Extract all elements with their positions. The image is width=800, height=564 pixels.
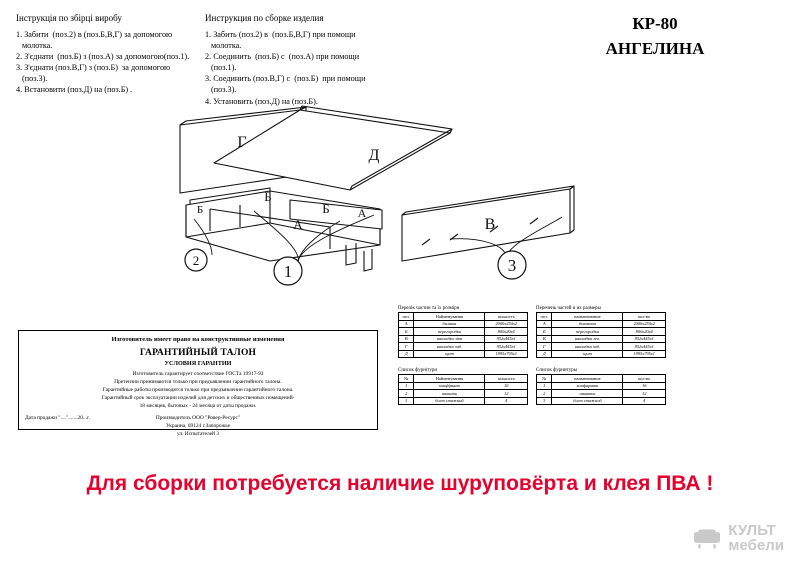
cell-no: 1 [537,382,552,390]
col-header: кол-во [623,375,666,383]
hardware-table-ru [536,368,666,405]
instructions-ru-step: 1. Забить (поз.2) в (поз.Б,В,Г) при помощи молотка. [205,30,358,51]
instructions-ru-step: 4. Установить (поз.Д) на (поз.Б). [205,96,318,106]
table-row [399,335,528,343]
cell-qty: 4 [623,397,666,405]
table-row [537,320,666,328]
warranty-maker-address: Украина, 69124 г.Запорожье [165,423,231,430]
table-row [399,350,528,358]
table-header-row [537,375,666,383]
cell-name: болт стяжний [414,397,485,405]
cell-name: конфірмат [414,382,485,390]
warranty-line: 18 месяцев, бытовых - 24 месяца от даты продажи. [139,402,257,409]
cell-name: перегородки [414,328,485,336]
cell-no: 3 [537,397,552,405]
col-header: наименование [552,375,623,383]
part-label-a1: А [293,217,303,232]
table-row [399,397,528,405]
part-label-b1: Б [264,189,272,204]
col-header: кількість [485,375,528,383]
part-label-v: В [484,216,496,233]
instructions-ru-heading: Инструкция по сборке изделия [205,13,324,23]
armchair-icon [692,523,722,553]
cell-qty: 2000х250х2 [485,320,528,328]
table-row [399,328,528,336]
cell-name: билінка [414,320,485,328]
cell-name: конфирмат [552,382,623,390]
model-code: КР-80 [632,14,678,33]
warranty-line: Изготовитель гарантирует соответствие ГОСТа 19917-93 [132,371,264,378]
warranty-note: Изготовитель имеет право на конструктивные изменения [111,336,285,343]
cell-name: боковина [552,320,623,328]
cell-pos: Г [537,343,552,351]
warranty-title: ГАРАНТИЙНЫЙ ТАЛОН [139,347,257,358]
instructions-ua-step: 2. З'єднати (поз.Б) з (поз.А) за допомогою(поз.1). [16,52,190,62]
table-row [399,382,528,390]
callout-1: 1 [283,262,293,281]
part-label-g: Г [237,134,247,151]
part-label-d: Д [368,147,380,164]
cell-pos: Г [399,343,414,351]
cell-pos: А [537,320,552,328]
warranty-sale-date: Дата продажи "....".......20...г. [25,415,90,422]
cell-qty: 800х20х4 [485,328,528,336]
col-header: наименование [552,313,623,321]
cell-pos: В [399,335,414,343]
cell-name: накладка ліва [414,335,485,343]
cell-pos: А [399,320,414,328]
warranty-maker-street: ул. Испытателей 3 [176,431,220,438]
instructions-ua [16,12,191,96]
col-header: Найменування [414,375,485,383]
instructions-ru-step: 3. Соединить (поз.В,Г) с (поз.Б) при помощи (поз.3). [205,74,368,95]
instructions-ua-step: 3. З'єднати (поз.В,Г) з (поз.Б) за допомогою (поз.3). [16,63,173,84]
cell-qty: 16 [623,382,666,390]
table-row [399,320,528,328]
brand-logo-text [728,523,784,555]
cell-name: щит [552,350,623,358]
cell-qty: 952х445х1 [485,335,528,343]
table-row [537,390,666,398]
cell-qty: 12 [623,390,666,398]
cell-no: 2 [537,390,552,398]
cell-qty: 2000х250х2 [623,320,666,328]
instructions-ua-heading: Інструкція по збірці виробу [16,13,122,23]
col-header: поз. [537,313,552,321]
warranty-line: Гарантийные работы производятся только при предъявлении гарантийного талона. [102,386,294,393]
warranty-line: Гарантийный срок эксплуатации изделий для детских и общественных помещений- [101,394,295,401]
col-header: № [537,375,552,383]
model-name: АНГЕЛИНА [605,38,705,58]
cell-name: накладка зад. [552,343,623,351]
warranty-maker: Производитель ООО "Ровер-Ресурс" [155,415,241,422]
table-row [537,335,666,343]
warranty-card [18,330,378,438]
parts-table-ru [536,306,666,358]
brand-logo-line2: мебели [728,537,784,555]
table-row [399,390,528,398]
cell-name: перегородки [552,328,623,336]
cell-name: шканты [552,390,623,398]
cell-no: 2 [399,390,414,398]
col-header: № [399,375,414,383]
cell-qty: 1995х795х1 [485,350,528,358]
cell-no: 1 [399,382,414,390]
table-row [537,397,666,405]
assembly-notice: Для сборки потребуется наличие шуруповёрта и клея ПВА ! [86,472,714,495]
cell-name: шканти [414,390,485,398]
cell-qty: 952х445х1 [623,343,666,351]
cell-pos: В [537,335,552,343]
brand-logo-line1: КУЛЬТ [728,521,776,539]
instructions-ua-step: 4. Встановити (поз.Д) на (поз.Б) . [16,85,133,95]
table-header-row [399,313,528,321]
cell-qty: 1995х795х1 [623,350,666,358]
assembly-drawing [150,105,620,300]
callout-2: 2 [192,253,200,268]
cell-qty: 952х445х1 [623,335,666,343]
col-header: поз. [399,313,414,321]
instructions-ru [205,12,380,107]
cell-name: щит [414,350,485,358]
cell-pos: Б [537,328,552,336]
parts-table-ru-caption: Перечень частей и их размеры [536,306,601,311]
instructions-ru-step: 2. Соединить (поз.Б) с (поз.А) при помощи (поз.1). [205,52,362,73]
table-header-row [399,375,528,383]
table-row [537,328,666,336]
cell-qty: 952х445х1 [485,343,528,351]
table-row [537,382,666,390]
table-header-row [537,313,666,321]
hardware-table-ua-caption: Список фурнітури [398,368,438,373]
table-row [537,350,666,358]
callout-3: 3 [507,256,517,275]
brand-logo [692,523,784,555]
part-label-a2: А [357,206,367,220]
hardware-table-ru-caption: Список фурнитуры [536,368,578,373]
cell-name: болт стяжной [552,397,623,405]
warranty-line: Претензии принимаются только при предъявлении гарантийного талона. [114,379,282,386]
cell-name: накладка зад. [414,343,485,351]
instructions-ua-step: 1. Забити (поз.2) в (поз.Б,В,Г) за допомогою молотка. [16,30,175,51]
cell-qty: 16 [485,382,528,390]
cell-pos: Д [399,350,414,358]
cell-pos: Б [399,328,414,336]
cell-no: 3 [399,397,414,405]
parts-table-ua [398,306,528,358]
part-label-b2: Б [322,201,330,216]
cell-qty: 800х20х4 [623,328,666,336]
cell-name: накладка лев. [552,335,623,343]
col-header: кол-во [623,313,666,321]
product-title [530,12,780,61]
table-row [399,343,528,351]
cell-qty: 4 [485,397,528,405]
col-header: кількість [485,313,528,321]
part-label-b3: Б [196,204,204,216]
table-row [537,343,666,351]
cell-qty: 12 [485,390,528,398]
cell-pos: Д [537,350,552,358]
warranty-subtitle: УСЛОВИЯ ГАРАНТИИ [164,360,232,368]
col-header: Найменування [414,313,485,321]
parts-table-ua-caption: Перелік частин та їх розміри [398,306,460,311]
hardware-table-ua [398,368,528,405]
